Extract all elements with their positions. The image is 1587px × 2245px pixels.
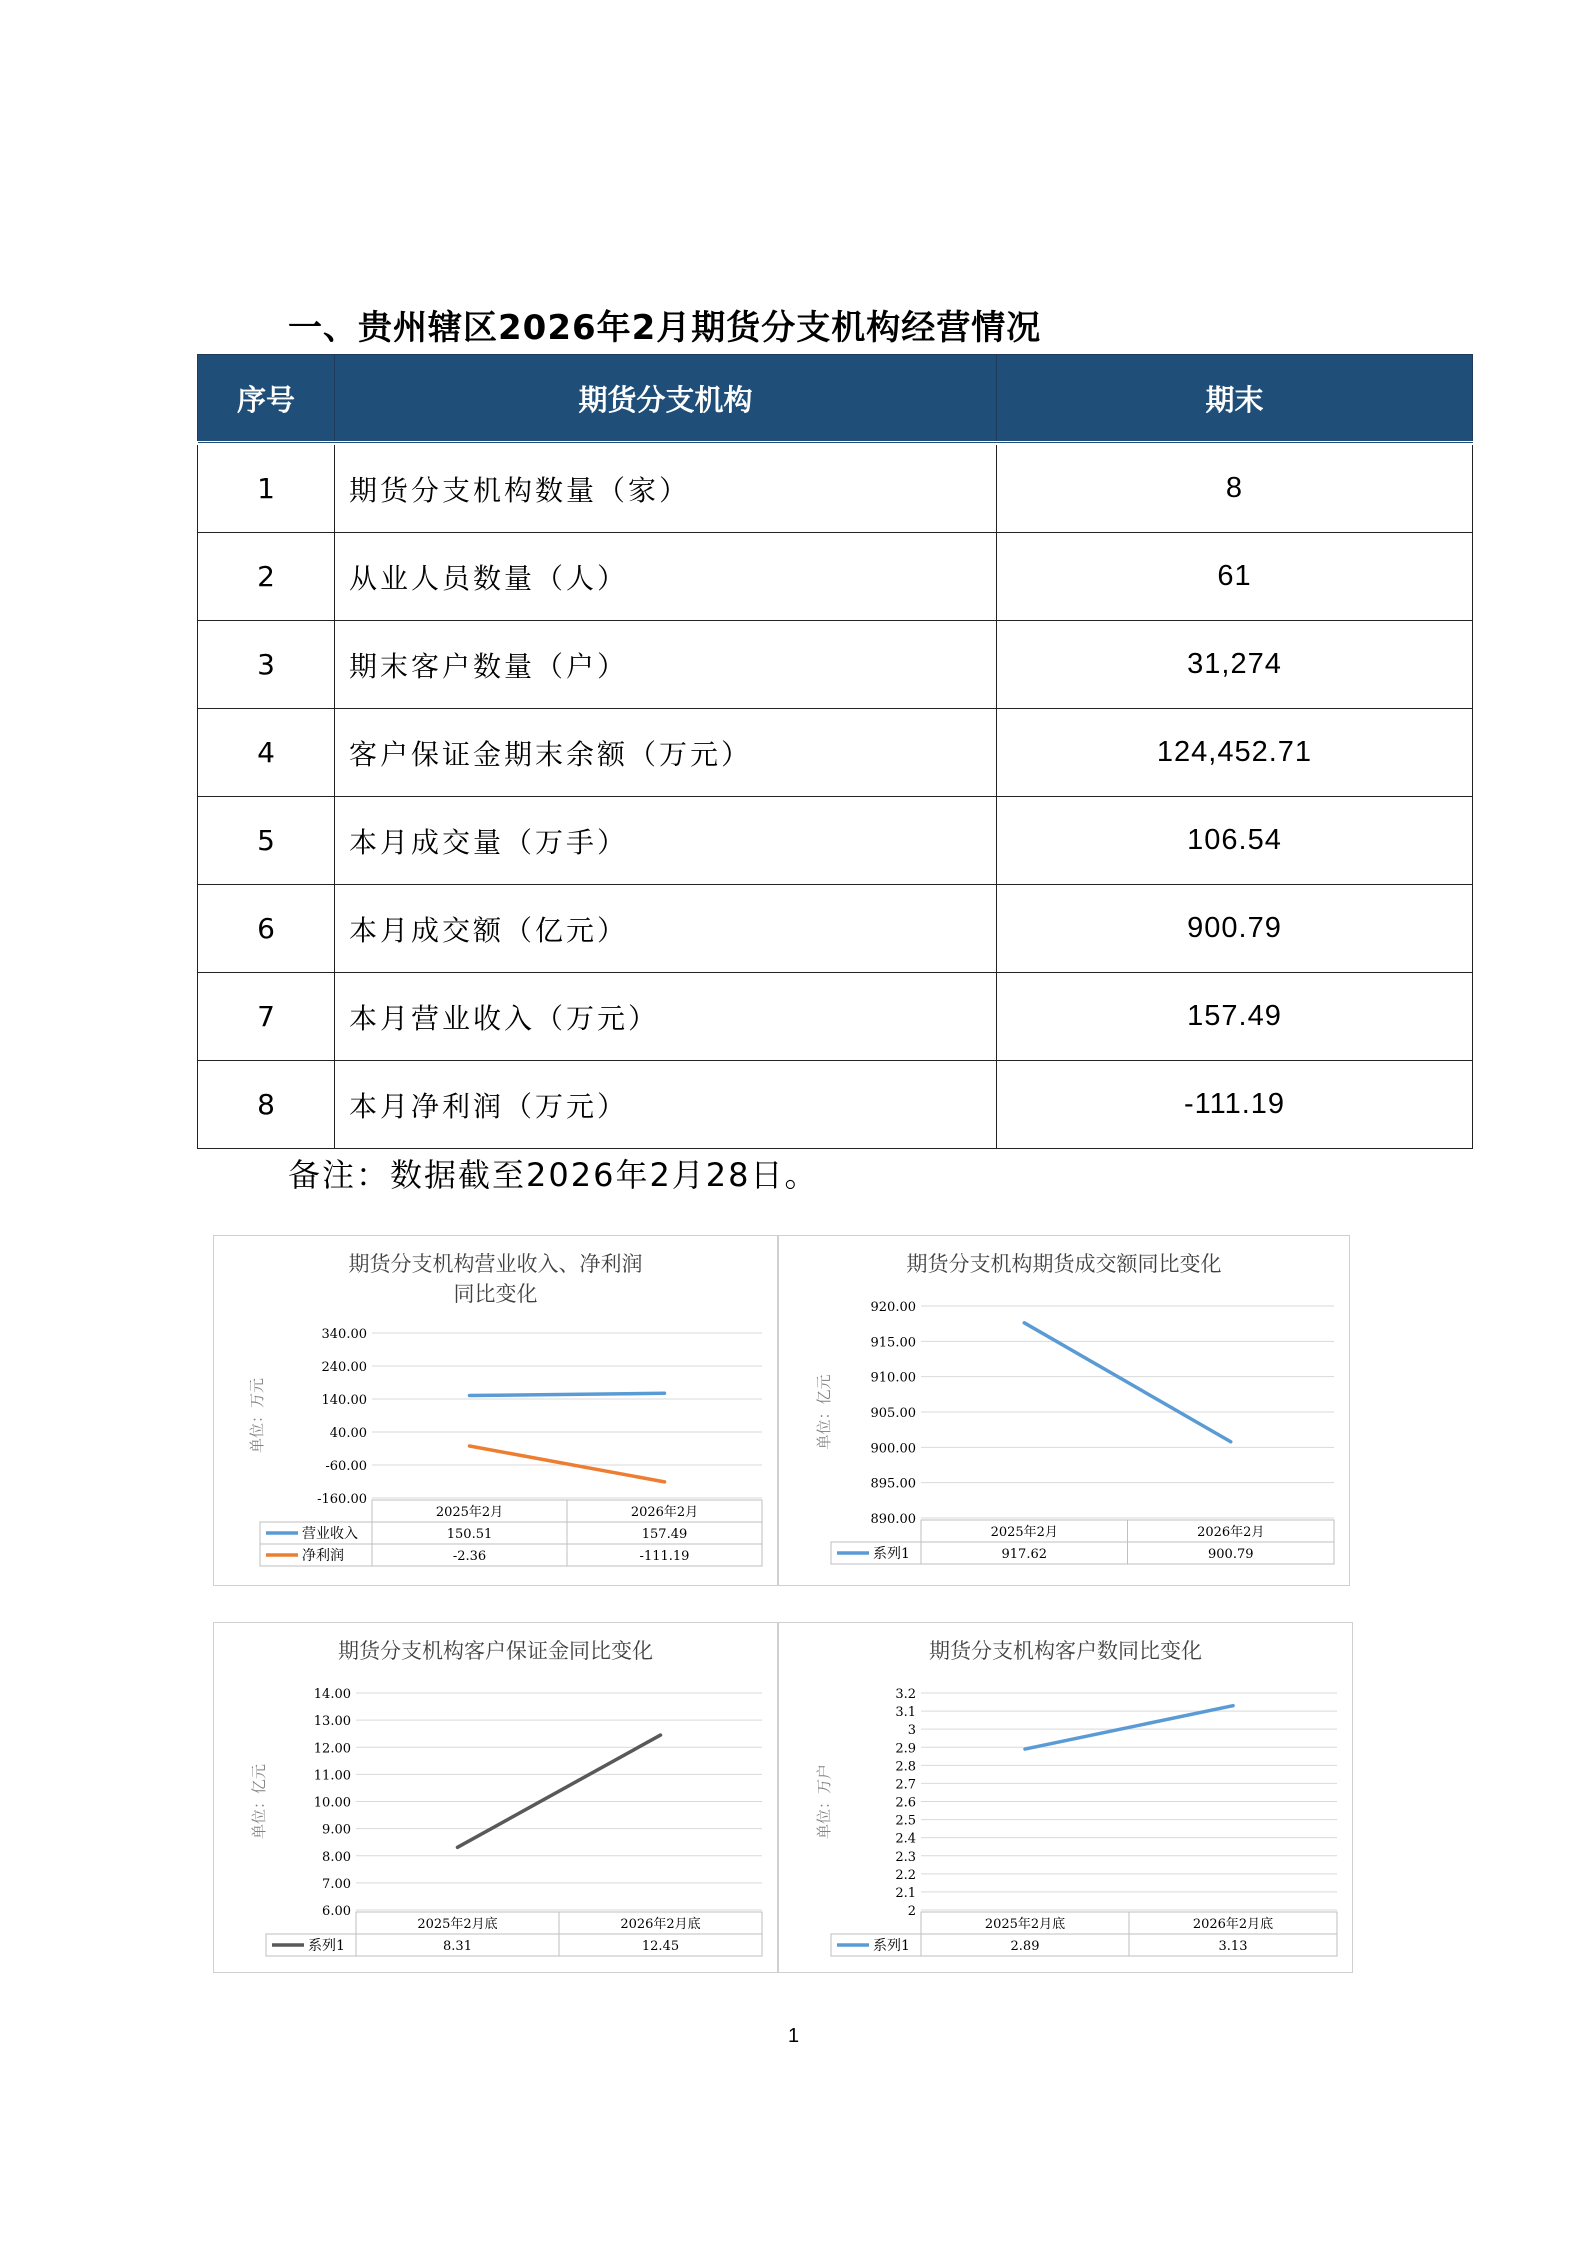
row-number: 7	[198, 973, 335, 1061]
row-value: 157.49	[997, 973, 1473, 1061]
chart-revenue-profit	[213, 1235, 778, 1586]
row-value: 900.79	[997, 885, 1473, 973]
header-name: 期货分支机构	[335, 355, 997, 444]
y-tick-label: 920.00	[870, 1300, 916, 1315]
row-number: 6	[198, 885, 335, 973]
table-row	[198, 1061, 1473, 1149]
y-tick-label: 2.9	[895, 1741, 916, 1757]
note: 备注：数据截至2026年2月28日。	[288, 1156, 819, 1194]
y-tick-label: 13.00	[313, 1714, 351, 1730]
y-tick-label: 890.00	[870, 1512, 916, 1527]
row-label: 从业人员数量（人）	[335, 533, 997, 621]
chart-clients-svg	[779, 1623, 1352, 1972]
y-tick-label: 2.4	[895, 1831, 916, 1847]
chart-margin	[213, 1622, 778, 1973]
chart-title: 期货分支机构期货成交额同比变化	[906, 1252, 1222, 1276]
row-label: 本月净利润（万元）	[335, 1061, 997, 1149]
row-value: -111.19	[997, 1061, 1473, 1149]
y-tick-label: 2.1	[895, 1885, 916, 1901]
header-no: 序号	[198, 355, 335, 444]
y-tick-label: 915.00	[870, 1335, 916, 1351]
y-tick-label: 140.00	[321, 1393, 367, 1408]
y-tick-label: -160.00	[317, 1492, 367, 1507]
y-tick-label: 3.2	[895, 1687, 916, 1702]
row-label: 客户保证金期末余额（万元）	[335, 709, 997, 797]
y-tick-label: 905.00	[870, 1406, 916, 1421]
table-row	[198, 973, 1473, 1061]
x-category-label: 2026年2月	[630, 1505, 699, 1520]
x-category-label: 2026年2月底	[1192, 1917, 1274, 1932]
legend-label: 系列1	[873, 1938, 910, 1954]
table-header-row	[198, 355, 1473, 444]
y-tick-label: 11.00	[313, 1768, 351, 1784]
series-line-1	[470, 1446, 665, 1482]
x-category-label: 2025年2月底	[417, 1917, 498, 1932]
y-axis-label: 单位：万元	[248, 1377, 266, 1454]
y-tick-label: 2.5	[895, 1813, 916, 1829]
page-title: 一、贵州辖区2026年2月期货分支机构经营情况	[288, 308, 1042, 348]
series-line-0	[1024, 1323, 1231, 1442]
x-category-label: 2025年2月	[435, 1505, 504, 1520]
y-axis-label: 单位：亿元	[250, 1763, 268, 1840]
row-label: 本月营业收入（万元）	[335, 973, 997, 1061]
y-tick-label: -60.00	[325, 1459, 367, 1474]
table-row	[198, 797, 1473, 885]
y-tick-label: 7.00	[322, 1876, 351, 1892]
y-tick-label: 14.00	[313, 1687, 351, 1702]
row-value: 61	[997, 533, 1473, 621]
y-tick-label: 2.6	[895, 1795, 916, 1811]
data-label: -2.36	[452, 1549, 487, 1564]
y-tick-label: 900.00	[870, 1441, 916, 1457]
chart-title: 期货分支机构客户保证金同比变化	[338, 1639, 653, 1663]
y-tick-label: 3	[907, 1723, 916, 1739]
chart-title: 期货分支机构营业收入、净利润	[348, 1252, 643, 1276]
data-label: 157.49	[641, 1527, 688, 1542]
y-tick-label: 6.00	[322, 1904, 351, 1919]
table-row	[198, 709, 1473, 797]
x-category-label: 2026年2月底	[620, 1917, 701, 1932]
y-tick-label: 2.3	[895, 1849, 916, 1865]
table-row	[198, 533, 1473, 621]
chart-turnover-svg	[779, 1236, 1349, 1585]
data-label: 2.89	[1010, 1939, 1040, 1954]
data-label: 12.45	[641, 1939, 680, 1954]
x-category-label: 2025年2月底	[984, 1917, 1066, 1932]
y-tick-label: 8.00	[322, 1849, 351, 1865]
data-table	[197, 354, 1473, 1149]
y-tick-label: 40.00	[329, 1426, 367, 1441]
chart-turnover	[778, 1235, 1350, 1586]
data-label: 917.62	[1001, 1547, 1047, 1562]
row-label: 期货分支机构数量（家）	[335, 443, 997, 533]
y-tick-label: 10.00	[313, 1795, 351, 1811]
row-number: 5	[198, 797, 335, 885]
chart-data-table	[260, 1500, 762, 1566]
row-number: 8	[198, 1061, 335, 1149]
legend-label: 营业收入	[302, 1526, 358, 1542]
chart-title: 同比变化	[453, 1282, 538, 1306]
y-tick-label: 895.00	[870, 1476, 916, 1492]
table-row	[198, 885, 1473, 973]
legend-label: 系列1	[873, 1546, 910, 1562]
row-label: 期末客户数量（户）	[335, 621, 997, 709]
y-tick-label: 2.8	[895, 1759, 916, 1775]
y-tick-label: 2.2	[895, 1867, 916, 1883]
legend-label: 系列1	[308, 1938, 345, 1954]
row-label: 本月成交额（亿元）	[335, 885, 997, 973]
data-label: 900.79	[1208, 1547, 1254, 1562]
x-category-label: 2025年2月	[990, 1525, 1058, 1540]
row-number: 2	[198, 533, 335, 621]
row-value: 106.54	[997, 797, 1473, 885]
table-row	[198, 443, 1473, 533]
y-tick-label: 12.00	[313, 1741, 351, 1757]
series-line-0	[1025, 1706, 1233, 1749]
y-tick-label: 3.1	[895, 1705, 916, 1721]
legend-label: 净利润	[302, 1548, 344, 1564]
series-line-0	[458, 1735, 661, 1847]
chart-title: 期货分支机构客户数同比变化	[929, 1639, 1202, 1663]
row-value: 124,452.71	[997, 709, 1473, 797]
row-label: 本月成交量（万手）	[335, 797, 997, 885]
chart-clients	[778, 1622, 1353, 1973]
data-label: 150.51	[446, 1527, 493, 1542]
y-tick-label: 240.00	[321, 1360, 367, 1375]
row-value: 8	[997, 443, 1473, 533]
row-number: 3	[198, 621, 335, 709]
y-axis-label: 单位：万户	[815, 1763, 833, 1840]
row-number: 1	[198, 443, 335, 533]
y-tick-label: 9.00	[322, 1822, 351, 1838]
y-tick-label: 2.7	[895, 1777, 916, 1793]
series-line-0	[470, 1393, 665, 1395]
header-value: 期末	[997, 355, 1473, 444]
data-label: 3.13	[1218, 1939, 1248, 1954]
x-category-label: 2026年2月	[1197, 1525, 1265, 1540]
y-tick-label: 340.00	[321, 1327, 367, 1342]
y-tick-label: 910.00	[870, 1370, 916, 1386]
table-row	[198, 621, 1473, 709]
page-number: 1	[787, 2025, 800, 2047]
y-tick-label: 2	[907, 1904, 916, 1919]
chart-margin-svg	[214, 1623, 777, 1972]
data-label: -111.19	[639, 1549, 690, 1564]
chart-revenue-profit-svg	[214, 1236, 777, 1585]
y-axis-label: 单位：亿元	[815, 1374, 833, 1450]
data-label: 8.31	[443, 1939, 472, 1954]
row-value: 31,274	[997, 621, 1473, 709]
row-number: 4	[198, 709, 335, 797]
